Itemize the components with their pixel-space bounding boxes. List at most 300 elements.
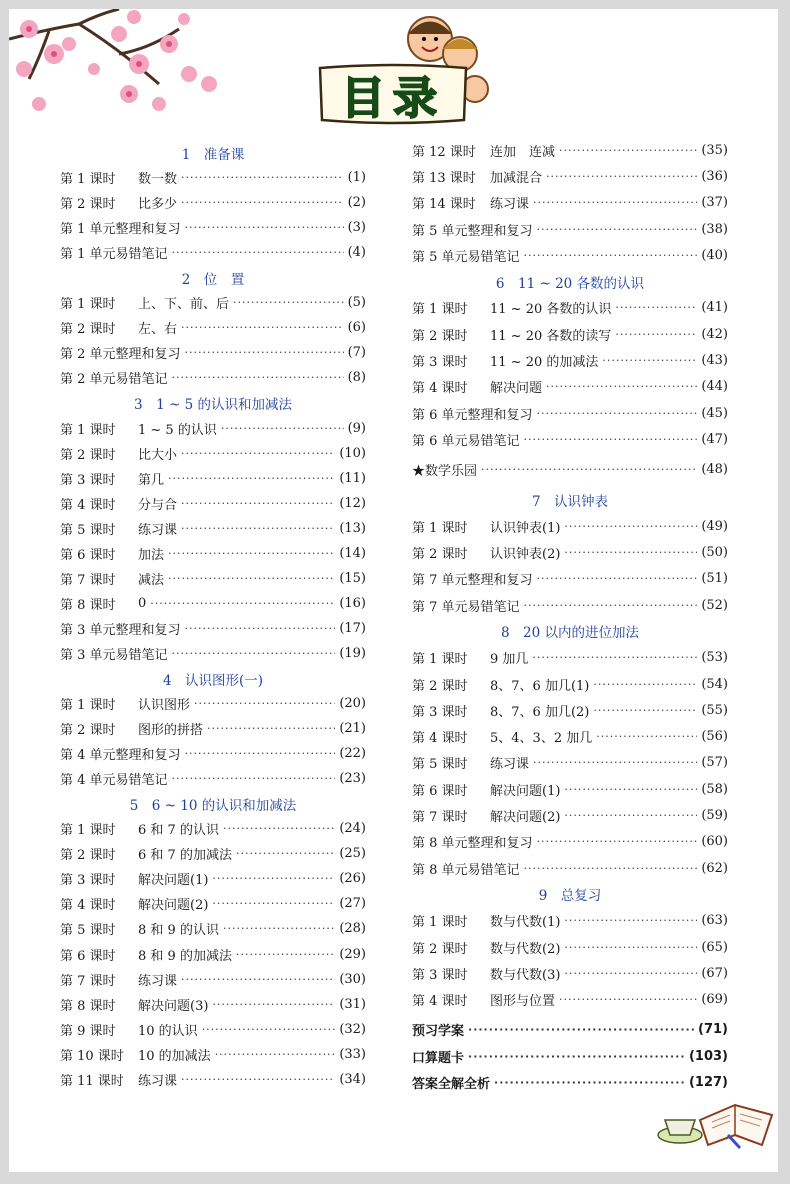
lesson-number: 第 4 课时 [412,994,468,1010]
entry-title: 第 2 单元整理和复习 [60,347,181,363]
page-number: (23) [339,771,366,787]
dot-leader [615,301,697,314]
toc-entry[interactable] [412,671,728,697]
toc-entry[interactable] [412,163,728,189]
dot-leader [564,809,697,822]
page-number: (62) [701,860,728,876]
lesson-number: 第 1 课时 [412,520,468,536]
page-number: (35) [701,142,728,158]
toc-entry[interactable] [60,691,366,716]
lesson-number: 第 7 课时 [60,973,116,989]
dot-leader [181,196,344,209]
entry-title: 数与代数(3) [490,967,561,983]
entry-title: 8、7、6 加几(1) [490,678,590,694]
dot-leader [168,572,335,585]
dot-leader [212,872,335,885]
toc-entry[interactable] [412,592,728,618]
entry-title: 认识钟表(2) [490,547,561,563]
page-number: (12) [339,495,366,511]
lesson-number: 第 6 课时 [412,783,468,799]
dot-leader [185,346,344,359]
entry-title: 8 和 9 的认识 [138,923,219,939]
dot-leader [207,722,335,735]
toc-entry[interactable] [60,290,366,315]
toc-entry[interactable] [412,216,728,242]
dot-leader [533,196,697,209]
dot-leader [168,472,335,485]
entry-title: 练习课 [490,197,530,213]
toc-entry[interactable] [60,1017,366,1042]
lesson-number: 第 12 课时 [412,144,476,160]
page-number: (26) [339,871,366,887]
page-number: (21) [339,721,366,737]
entry-title: 第 6 单元整理和复习 [412,407,533,423]
toc-entry[interactable] [60,967,366,992]
dot-leader [537,835,698,848]
page-number: (8) [347,370,366,386]
entry-title: 比多少 [138,197,178,213]
page-number: (7) [347,345,366,361]
toc-entry[interactable] [60,441,366,466]
section-heading: 3 1 ~ 5 的认识和加减法 [134,396,292,413]
toc-entry[interactable] [60,641,366,666]
page-number: (42) [701,326,728,342]
page-number: (37) [701,195,728,211]
dot-leader [602,354,697,367]
page-number: (5) [347,295,366,311]
toc-entry[interactable] [60,591,366,616]
entry-title: 练习课 [138,1073,178,1089]
page-number: (40) [701,247,728,263]
dot-leader [185,747,336,760]
entry-title: 第 4 单元易错笔记 [60,773,168,789]
entry-title: 图形与位置 [490,994,556,1010]
page-number: (43) [701,353,728,369]
entry-title: 第 3 单元易错笔记 [60,647,168,663]
page-number: (1) [347,170,366,186]
dot-leader [537,223,698,236]
toc-entry[interactable] [60,240,366,265]
page-number: (56) [701,729,728,745]
entry-title: 第 5 单元易错笔记 [412,249,520,265]
page-number: (54) [701,676,728,692]
lesson-number: 第 1 课时 [412,652,468,668]
toc-entry[interactable] [60,716,366,741]
lesson-number: 第 2 课时 [60,197,116,213]
toc-entry[interactable] [60,616,366,641]
toc-entry[interactable] [412,566,728,592]
lesson-number: 第 2 课时 [412,547,468,563]
toc-entry[interactable] [412,934,728,960]
entry-title: 11 ~ 20 的加减法 [490,355,599,371]
dot-leader [168,547,335,560]
toc-entry[interactable] [412,1017,728,1043]
lesson-number: 第 4 课时 [412,731,468,747]
entry-title: 口算题卡 [412,1050,465,1066]
toc-entry[interactable] [60,315,366,340]
page-number: (11) [339,470,366,486]
dot-leader [559,144,697,157]
dot-leader [524,249,698,262]
dot-leader [494,1076,685,1089]
dot-leader [181,973,335,986]
entry-title: 第 1 单元整理和复习 [60,222,181,238]
dot-leader [564,546,697,559]
page-number: (3) [347,220,366,236]
toc-left-column [60,140,366,1092]
entry-title: 连加 连减 [490,144,556,160]
toc-entry[interactable] [412,645,728,671]
page-title: 目录 [341,73,445,124]
entry-title: 0 [138,595,147,611]
page-number: (13) [339,520,366,536]
lesson-number: 第 2 课时 [60,848,116,864]
page-number: (36) [701,168,728,184]
dot-leader [172,772,336,785]
toc-entry[interactable] [60,466,366,491]
entry-title: 解决问题(2) [138,898,209,914]
page-number: (71) [698,1022,728,1038]
toc-entry[interactable] [60,491,366,516]
page-number: (44) [701,379,728,395]
dot-leader [185,221,344,234]
page-number: (57) [701,755,728,771]
page-number: (10) [339,445,366,461]
lesson-number: 第 8 课时 [60,998,116,1014]
entry-title: 练习课 [138,973,178,989]
dot-leader [615,328,697,341]
lesson-number: 第 1 课时 [60,823,116,839]
lesson-number: 第 13 课时 [412,170,476,186]
toc-entry[interactable] [60,866,366,891]
entry-title: 认识图形 [138,698,191,714]
entry-title: 加减混合 [490,170,543,186]
dot-leader [564,783,697,796]
dot-leader [181,447,335,460]
entry-title: 解决问题 [490,381,543,397]
page-number: (48) [701,462,728,478]
dot-leader [150,597,335,610]
toc-entry[interactable] [60,841,366,866]
dot-leader [524,599,698,612]
dot-leader [564,520,697,533]
entry-title: 解决问题(2) [490,810,561,826]
toc-entry[interactable] [60,891,366,916]
entry-title: 答案全解全析 [412,1077,491,1093]
lesson-number: 第 1 课时 [60,297,116,313]
lesson-number: 第 2 课时 [60,447,116,463]
lesson-number: 第 4 课时 [60,898,116,914]
lesson-number: 第 9 课时 [60,1023,116,1039]
section-heading: 9 总复习 [538,888,602,905]
dot-leader [172,371,344,384]
entry-title: 10 的认识 [138,1023,198,1039]
lesson-number: 第 7 课时 [60,572,116,588]
toc-entry[interactable] [60,766,366,791]
page-number: (9) [347,420,366,436]
page-number: (16) [339,595,366,611]
dot-leader [524,862,698,875]
dot-leader [181,321,344,334]
toc-entry[interactable] [60,165,366,190]
lesson-number: 第 7 课时 [412,810,468,826]
lesson-number: 第 3 课时 [412,704,468,720]
toc-entry[interactable] [60,1042,366,1067]
toc-entry[interactable] [412,724,728,750]
entry-title: 9 加几 [490,652,529,668]
section-heading: 5 6 ~ 10 的认识和加减法 [129,797,297,814]
page-number: (49) [701,518,728,534]
cherry-blossom-branch-illustration [9,9,229,134]
entry-title: 第 6 单元易错笔记 [412,433,520,449]
lesson-number: 第 1 课时 [412,302,468,318]
lesson-number: 第 2 课时 [60,723,116,739]
toc-entry[interactable] [60,541,366,566]
toc-entry[interactable] [60,340,366,365]
lesson-number: 第 1 课时 [60,422,116,438]
toc-entry[interactable] [60,215,366,240]
section-heading: 1 准备课 [181,146,245,163]
entry-title: 6 和 7 的加减法 [138,848,232,864]
lesson-number: 第 2 课时 [412,678,468,694]
toc-entry[interactable] [412,960,728,986]
entry-title: 第 1 单元易错笔记 [60,247,168,263]
toc-entry[interactable] [412,513,728,539]
lesson-number: 第 10 课时 [60,1048,124,1064]
dot-leader [223,822,335,835]
lesson-number: 第 4 课时 [60,497,116,513]
page-number: (29) [339,946,366,962]
dot-leader [212,998,335,1011]
toc-entry[interactable] [412,829,728,855]
dot-leader [194,697,335,710]
toc-entry[interactable] [412,1043,728,1069]
dot-leader [593,704,697,717]
toc-entry[interactable] [412,539,728,565]
dot-leader [524,433,698,446]
dot-leader [593,678,697,691]
entry-title: 第 8 单元易错笔记 [412,862,520,878]
page-number: (28) [339,921,366,937]
section-heading: 4 认识图形(一) [162,672,264,689]
entry-title: 数与代数(1) [490,915,561,931]
entry-title: 图形的拼搭 [138,723,204,739]
page-number: (53) [701,650,728,666]
toc-entry[interactable] [412,750,728,776]
page-number: (45) [701,405,728,421]
toc-entry[interactable] [412,295,728,321]
dot-leader [215,1048,336,1061]
page-number: (67) [701,965,728,981]
toc-entry[interactable] [60,566,366,591]
lesson-number: 第 1 课时 [60,172,116,188]
dot-leader [533,756,697,769]
entry-title: 认识钟表(1) [490,520,561,536]
page-number: (27) [339,896,366,912]
lesson-number: 第 2 课时 [412,328,468,344]
lesson-number: 第 2 课时 [412,941,468,957]
page-number: (63) [701,913,728,929]
lesson-number: 第 4 课时 [412,381,468,397]
page-number: (4) [347,245,366,261]
entry-title: 第 2 单元易错笔记 [60,372,168,388]
entry-title: 第 8 单元整理和复习 [412,836,533,852]
entry-title: 6 和 7 的认识 [138,823,219,839]
toc-entry[interactable] [60,516,366,541]
page-number: (30) [339,971,366,987]
page-number: (33) [339,1046,366,1062]
toc-entry[interactable] [60,190,366,215]
dot-leader [223,922,335,935]
page-number: (50) [701,545,728,561]
lesson-number: 第 5 课时 [412,757,468,773]
page-number: (20) [339,696,366,712]
page-number: (6) [347,320,366,336]
dot-leader [172,647,336,660]
toc-entry[interactable] [412,908,728,934]
entry-title: 上、下、前、后 [138,297,230,313]
dot-leader [202,1023,336,1036]
toc-entry[interactable] [412,855,728,881]
page-number: (60) [701,834,728,850]
entry-title: ★数学乐园 [412,464,478,480]
entry-title: 练习课 [138,522,178,538]
dot-leader [564,967,697,980]
entry-title: 加法 [138,547,165,563]
page-number: (55) [701,702,728,718]
page-number: (17) [339,620,366,636]
section-heading: 7 认识钟表 [531,494,609,510]
lesson-number: 第 3 课时 [60,472,116,488]
dot-leader [181,522,335,535]
page-number: (69) [701,992,728,1008]
toc-entry[interactable] [60,942,366,967]
toc-entry[interactable] [412,697,728,723]
toc-entry[interactable] [412,374,728,400]
dot-leader [546,380,697,393]
toc-entry[interactable] [60,741,366,766]
toc-entry[interactable] [60,365,366,390]
dot-leader [236,948,335,961]
toc-entry[interactable] [412,190,728,216]
entry-title: 第几 [138,472,165,488]
dot-leader [532,651,697,664]
dot-leader [181,1073,335,1086]
toc-entry[interactable] [412,321,728,347]
toc-entry[interactable] [412,400,728,426]
dot-leader [236,847,335,860]
section-heading: 2 位 置 [181,271,245,288]
toc-entry[interactable] [60,1067,366,1092]
page-number: (47) [701,431,728,447]
entry-title: 第 3 单元整理和复习 [60,622,181,638]
page-number: (2) [347,195,366,211]
entry-title: 5、4、3、2 加几 [490,731,593,747]
entry-title: 预习学案 [412,1024,465,1040]
page-number: (31) [339,996,366,1012]
dot-leader [559,993,697,1006]
entry-title: 比大小 [138,447,178,463]
lesson-number: 第 3 课时 [60,873,116,889]
toc-entry[interactable] [60,816,366,841]
toc-right-column [412,137,728,1096]
page-number: (15) [339,570,366,586]
section-heading: 6 11 ~ 20 各数的认识 [495,275,645,292]
dot-leader [596,730,697,743]
entry-title: 数一数 [138,172,178,188]
dot-leader [468,1023,694,1036]
lesson-number: 第 8 课时 [60,597,116,613]
lesson-number: 第 1 课时 [60,698,116,714]
dot-leader [546,170,697,183]
page-number: (38) [701,221,728,237]
title-banner [316,62,470,126]
dot-leader [537,407,698,420]
entry-title: 第 7 单元整理和复习 [412,573,533,589]
lesson-number: 第 6 课时 [60,948,116,964]
dot-leader [537,572,698,585]
entry-title: 解决问题(3) [138,998,209,1014]
book-and-teacup-illustration [650,1090,775,1150]
toc-entry[interactable] [60,992,366,1017]
dot-leader [172,246,344,259]
dot-leader [185,622,336,635]
toc-entry[interactable] [412,802,728,828]
lesson-number: 第 3 课时 [412,967,468,983]
dot-leader [221,422,344,435]
entry-title: 左、右 [138,322,178,338]
page-number: (127) [688,1075,728,1091]
page-number: (34) [339,1071,366,1087]
lesson-number: 第 1 课时 [412,915,468,931]
toc-entry[interactable] [412,776,728,802]
page-number: (24) [339,821,366,837]
toc-entry[interactable] [60,916,366,941]
dot-leader [181,171,344,184]
toc-entry[interactable] [60,416,366,441]
entry-title: 8 和 9 的加减法 [138,948,232,964]
entry-title: 8、7、6 加几(2) [490,704,590,720]
dot-leader [564,914,697,927]
entry-title: 解决问题(1) [138,873,209,889]
page-number: (14) [339,545,366,561]
lesson-number: 第 3 课时 [412,355,468,371]
entry-title: 练习课 [490,757,530,773]
toc-entry[interactable] [412,347,728,373]
entry-title: 第 4 单元整理和复习 [60,748,181,764]
toc-entry[interactable] [412,137,728,163]
dot-leader [564,941,697,954]
dot-leader [468,1050,685,1063]
dot-leader [481,463,697,476]
dot-leader [212,897,335,910]
page-number: (65) [701,939,728,955]
toc-entry[interactable] [412,987,728,1013]
page-number: (22) [339,746,366,762]
page-number: (59) [701,808,728,824]
entry-title: 11 ~ 20 各数的读写 [490,328,612,344]
entry-title: 减法 [138,572,165,588]
toc-entry[interactable] [412,242,728,268]
page-number: (52) [701,597,728,613]
toc-entry[interactable] [412,457,728,483]
dot-leader [181,497,335,510]
page-number: (32) [339,1021,366,1037]
dot-leader [233,296,344,309]
lesson-number: 第 11 课时 [60,1073,124,1089]
toc-entry[interactable] [412,426,728,452]
entry-title: 1 ~ 5 的认识 [138,422,217,438]
